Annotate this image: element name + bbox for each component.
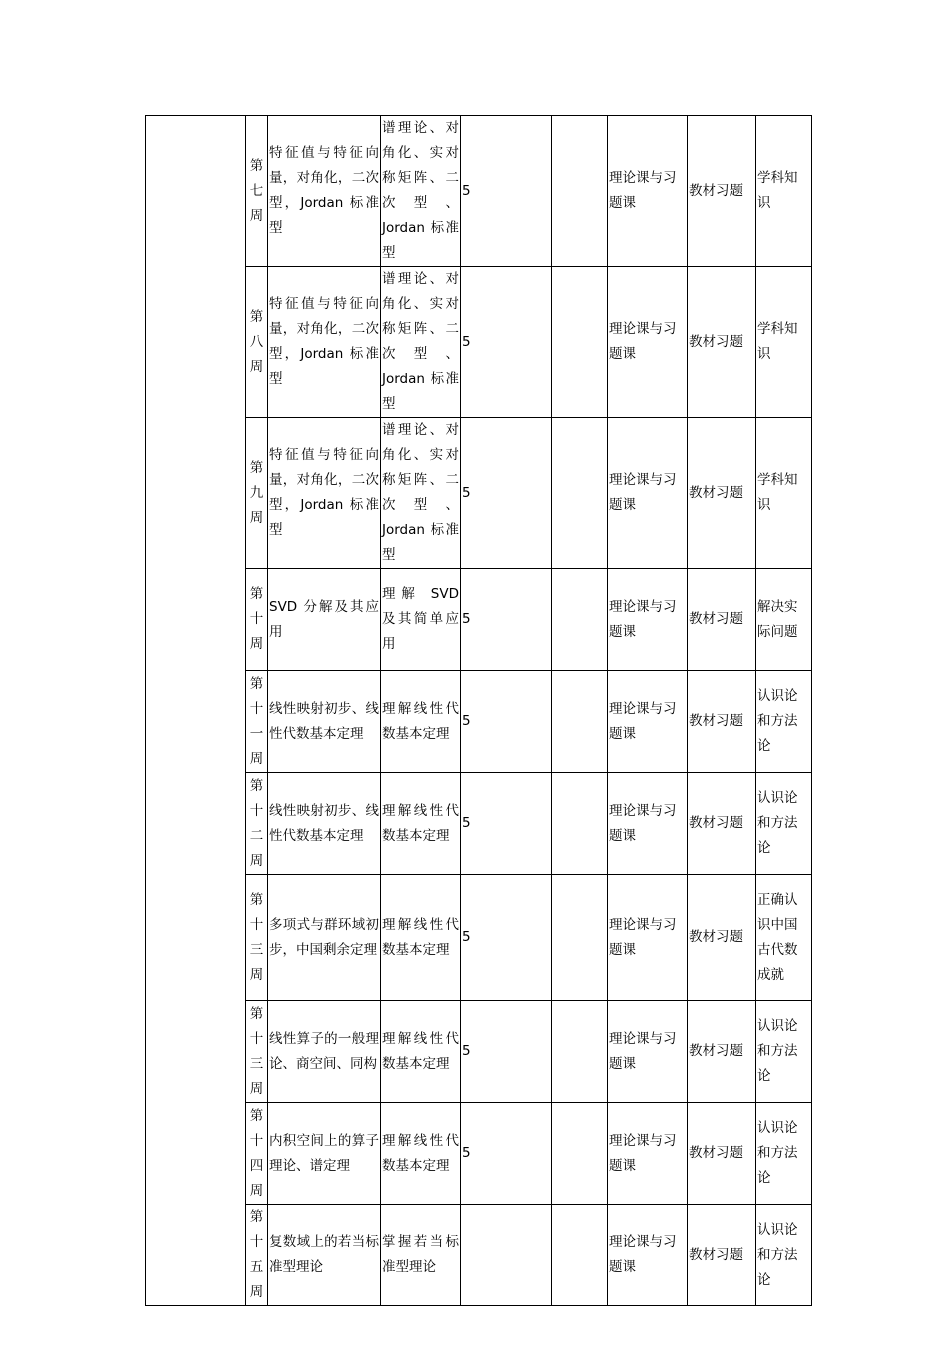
content-cell: 特征值与特征向量，对角化，二次型，Jordan 标准型 xyxy=(268,116,381,267)
table-row xyxy=(146,773,812,875)
goal-cell: 谱理论、对角化、实对称矩阵、二次型、Jordan 标准型 xyxy=(381,116,461,267)
week-char: 九 xyxy=(249,484,264,501)
week-cell xyxy=(246,1001,268,1103)
goal-cell: 理解线性代数基本定理 xyxy=(381,773,461,875)
mode-cell xyxy=(552,1001,608,1103)
goal-cell: 理解 SVD 及其简单应用 xyxy=(381,569,461,671)
week-char: 周 xyxy=(249,636,264,652)
method-cell: 理论课与习题课 xyxy=(608,773,688,875)
week-char: 第 xyxy=(249,1005,264,1022)
week-char: 十 xyxy=(249,611,264,627)
element-cell: 解决实际问题 xyxy=(756,569,812,671)
table-row xyxy=(146,569,812,671)
merged-blank-cell xyxy=(146,116,246,1306)
content-cell: 内积空间上的算子理论、谱定理 xyxy=(268,1103,381,1205)
hours-cell: 5 xyxy=(461,1001,552,1103)
table-row xyxy=(146,1001,812,1103)
hours-cell xyxy=(461,1205,552,1306)
mode-cell xyxy=(552,267,608,418)
homework-cell: 教材习题 xyxy=(688,116,756,267)
content-cell: 多项式与群环域初步，中国剩余定理 xyxy=(268,875,381,1001)
week-char: 一 xyxy=(249,725,264,742)
homework-cell: 教材习题 xyxy=(688,875,756,1001)
week-char: 第 xyxy=(249,459,264,476)
table-row xyxy=(146,1205,812,1306)
element-cell: 认识论和方法论 xyxy=(756,1205,812,1306)
week-cell xyxy=(246,773,268,875)
week-cell xyxy=(246,875,268,1001)
method-cell: 理论课与习题课 xyxy=(608,1103,688,1205)
method-cell: 理论课与习题课 xyxy=(608,1001,688,1103)
element-cell: 认识论和方法论 xyxy=(756,671,812,773)
hours-cell: 5 xyxy=(461,267,552,418)
week-char: 周 xyxy=(249,966,264,983)
week-cell xyxy=(246,1103,268,1205)
week-char: 周 xyxy=(249,207,264,224)
week-char: 第 xyxy=(249,157,264,174)
table-row xyxy=(146,671,812,773)
week-char: 第 xyxy=(249,777,264,794)
week-cell xyxy=(246,671,268,773)
element-cell: 正确认识中国古代数成就 xyxy=(756,875,812,1001)
week-char: 第 xyxy=(249,1107,264,1124)
table-row xyxy=(146,267,812,418)
content-cell: 线性映射初步、线性代数基本定理 xyxy=(268,773,381,875)
homework-cell: 教材习题 xyxy=(688,418,756,569)
content-cell: 复数域上的若当标准型理论 xyxy=(268,1205,381,1306)
element-cell: 学科知识 xyxy=(756,267,812,418)
method-cell: 理论课与习题课 xyxy=(608,418,688,569)
week-char: 第 xyxy=(249,1209,264,1225)
week-char: 周 xyxy=(249,852,264,869)
mode-cell xyxy=(552,1205,608,1306)
homework-cell: 教材习题 xyxy=(688,1001,756,1103)
goal-cell: 谱理论、对角化、实对称矩阵、二次型、Jordan 标准型 xyxy=(381,418,461,569)
element-cell: 学科知识 xyxy=(756,418,812,569)
mode-cell xyxy=(552,773,608,875)
homework-cell: 教材习题 xyxy=(688,1205,756,1306)
week-cell xyxy=(246,1205,268,1306)
week-char: 十 xyxy=(249,916,264,933)
week-char: 十 xyxy=(249,700,264,717)
goal-cell: 理解线性代数基本定理 xyxy=(381,875,461,1001)
table-row xyxy=(146,116,812,267)
hours-cell: 5 xyxy=(461,1103,552,1205)
week-char: 十 xyxy=(249,1030,264,1047)
mode-cell xyxy=(552,875,608,1001)
week-char: 周 xyxy=(249,1080,264,1097)
week-char: 四 xyxy=(249,1157,264,1174)
content-cell: 线性算子的一般理论、商空间、同构 xyxy=(268,1001,381,1103)
week-char: 十 xyxy=(249,1234,264,1250)
week-char: 第 xyxy=(249,675,264,692)
table-row xyxy=(146,875,812,1001)
element-cell: 认识论和方法论 xyxy=(756,1103,812,1205)
content-cell: 线性映射初步、线性代数基本定理 xyxy=(268,671,381,773)
mode-cell xyxy=(552,671,608,773)
week-cell xyxy=(246,569,268,671)
week-char: 第 xyxy=(249,586,264,602)
week-char: 周 xyxy=(249,1284,264,1300)
method-cell: 理论课与习题课 xyxy=(608,671,688,773)
table-row xyxy=(146,1103,812,1205)
week-char: 五 xyxy=(249,1259,264,1275)
hours-cell: 5 xyxy=(461,116,552,267)
homework-cell: 教材习题 xyxy=(688,267,756,418)
method-cell: 理论课与习题课 xyxy=(608,875,688,1001)
week-char: 周 xyxy=(249,1182,264,1199)
content-cell: SVD 分解及其应用 xyxy=(268,569,381,671)
method-cell: 理论课与习题课 xyxy=(608,1205,688,1306)
element-cell: 认识论和方法论 xyxy=(756,1001,812,1103)
week-char: 周 xyxy=(249,750,264,767)
homework-cell: 教材习题 xyxy=(688,773,756,875)
week-char: 二 xyxy=(249,827,264,844)
week-char: 周 xyxy=(249,358,264,375)
content-cell: 特征值与特征向量，对角化，二次型，Jordan 标准型 xyxy=(268,267,381,418)
mode-cell xyxy=(552,1103,608,1205)
week-cell xyxy=(246,116,268,267)
mode-cell xyxy=(552,418,608,569)
week-cell xyxy=(246,267,268,418)
week-char: 三 xyxy=(249,1055,264,1072)
method-cell: 理论课与习题课 xyxy=(608,267,688,418)
table-row xyxy=(146,418,812,569)
goal-cell: 理解线性代数基本定理 xyxy=(381,671,461,773)
hours-cell: 5 xyxy=(461,875,552,1001)
mode-cell xyxy=(552,116,608,267)
week-char: 三 xyxy=(249,941,264,958)
course-schedule-table xyxy=(145,115,812,1306)
hours-cell: 5 xyxy=(461,569,552,671)
week-char: 十 xyxy=(249,802,264,819)
goal-cell: 谱理论、对角化、实对称矩阵、二次型、Jordan 标准型 xyxy=(381,267,461,418)
week-char: 第 xyxy=(249,891,264,908)
goal-cell: 理解线性代数基本定理 xyxy=(381,1001,461,1103)
element-cell: 学科知识 xyxy=(756,116,812,267)
mode-cell xyxy=(552,569,608,671)
week-char: 十 xyxy=(249,1132,264,1149)
week-cell xyxy=(246,418,268,569)
element-cell: 认识论和方法论 xyxy=(756,773,812,875)
hours-cell: 5 xyxy=(461,773,552,875)
week-char: 第 xyxy=(249,308,264,325)
method-cell: 理论课与习题课 xyxy=(608,116,688,267)
homework-cell: 教材习题 xyxy=(688,671,756,773)
week-char: 七 xyxy=(249,182,264,199)
homework-cell: 教材习题 xyxy=(688,569,756,671)
goal-cell: 理解线性代数基本定理 xyxy=(381,1103,461,1205)
goal-cell: 掌握若当标准型理论 xyxy=(381,1205,461,1306)
week-char: 周 xyxy=(249,509,264,526)
hours-cell: 5 xyxy=(461,671,552,773)
method-cell: 理论课与习题课 xyxy=(608,569,688,671)
content-cell: 特征值与特征向量，对角化，二次型，Jordan 标准型 xyxy=(268,418,381,569)
hours-cell: 5 xyxy=(461,418,552,569)
homework-cell: 教材习题 xyxy=(688,1103,756,1205)
week-char: 八 xyxy=(249,333,264,350)
